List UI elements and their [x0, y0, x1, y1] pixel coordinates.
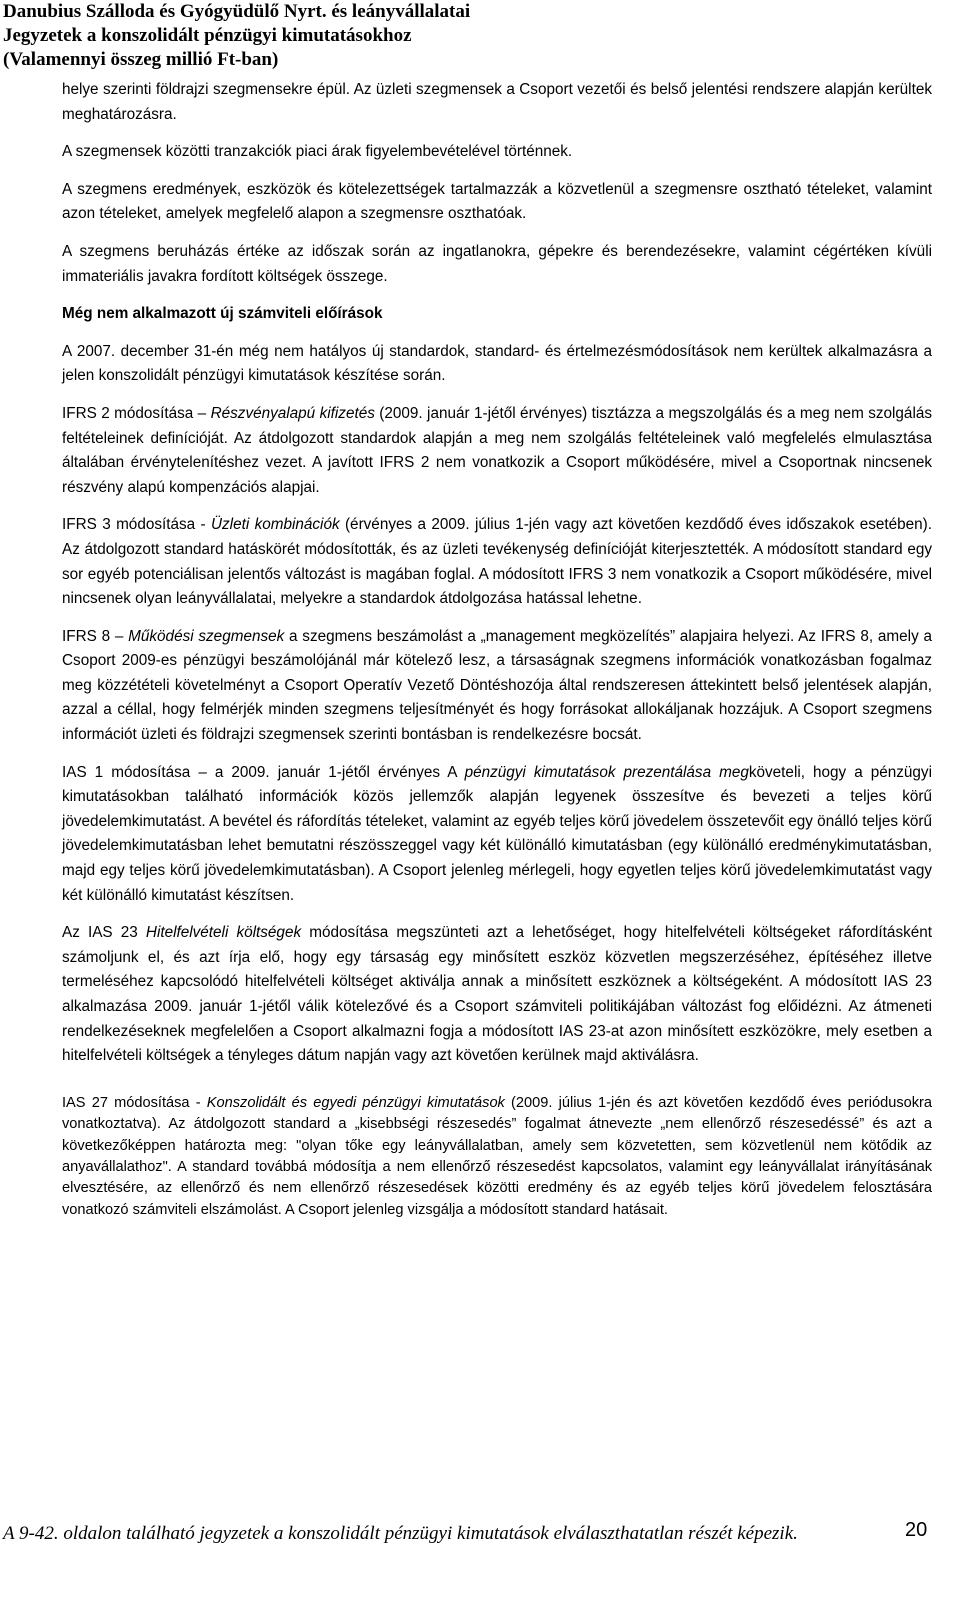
paragraph-ias23: Az IAS 23 Hitelfelvételi költségek módosítása megszünteti azt a lehetőséget, hogy hitelfelvételi költségeket ráfordításként számoljunk el, és azt írja elő, hogy egy társaság egy minősített eszköz közvetlen megszerzéséhez, építéséhez illetve termeléséhez kapcsolódó hitelfelvételi költséget aktiválja annak a minősített eszköznek a költségeként. A módosított IAS 23 alkalmazása 2009. január 1-jétől válik kötelezővé és a Csoport számviteli politikájában változást fog előidézni. Az átmeneti rendelkezéseknek megfelelően a Csoport alkalmazni fogja a módosított IAS 23-at azon minősített eszközökre, mely esetben a hitelfelvételi költségek a tényleges dátum napján vagy azt követően kerülnek majd aktiválásra. — [62, 924, 933, 1065]
currency-note: (Valamennyi összeg millió Ft-ban) — [3, 49, 279, 70]
paragraph-not-yet-effective: A 2007. december 31-én még nem hatályos új standardok, standard- és értelmezésmódosítások nem kerültek alkalmazásra a jelen konszolidált pénzügyi kimutatások készítése során. — [62, 342, 932, 385]
em-dash: – — [198, 763, 207, 781]
company-name: Danubius Szálloda és Gyógyüdülő Nyrt. és leányvállalatai — [3, 1, 471, 22]
paragraph-segments-basis: helye szerinti földrajzi szegmensekre épül. Az üzleti szegmensek a Csoport vezetői és belső jelentési rendszere alapján kerültek meghatározásra. — [62, 81, 932, 123]
page-number: 20 — [905, 1519, 928, 1541]
page-header — [3, 0, 943, 72]
em-dash: – — [197, 404, 207, 422]
document-body — [62, 78, 932, 1234]
paragraph-ifrs3: IFRS 3 módosítása - Üzleti kombinációk (érvényes a 2009. július 1-jén vagy azt követően kezdődő éves időszakok esetében). Az átdolgozott standard hatáskörét módosították, és az üzleti tevékenység definícióját kiterjesztették. A módosított standard egy sor egyéb potenciálisan jelentős változást is magában foglal. A módosított IFRS 3 nem vonatkozik a Csoport működésére, mivel nincsenek olyan leányvállalatai, melyekre a standardok átdolgozása hatással lehetne. — [62, 516, 932, 608]
paragraph-ias27: IAS 27 módosítása - Konszolidált és egyedi pénzügyi kimutatások (2009. július 1-jén és azt követően kezdődő éves periódusokra vonatkoztatva). Az átdolgozott standard a „kisebbségi részesedés” fogalmat átnevezte „nem ellenőrző részesedéssé” és azt a következőképpen határozta meg: "olyan tőke egy leányvállalatban, amely sem közvetetten, sem közvetlenül nem kötődik az anyavállalathoz". A standard továbbá módosítja a nem ellenőrző részesedést kapcsolatos, valamint egy leányvállalat irányításának elvesztésére, az ellenőrző és nem ellenőrző részesedések közötti eredmény és az egyéb teljes körű jövedelem felosztására vonatkozó számviteli elszámolást. A Csoport jelenleg vizsgálja a módosított standard hatásait. — [62, 1094, 933, 1218]
paragraph-segment-results: A szegmens eredmények, eszközök és kötelezettségek tartalmazzák a közvetlenül a szegmensre osztható tételeket, valamint azon tételeket, amelyek megfelelő alapon a szegmensre oszthatóak. — [62, 180, 932, 223]
blank-spacer — [62, 1069, 932, 1093]
standard-title: Működési szegmensek — [128, 627, 285, 645]
footer-note: A 9-42. oldalon található jegyzetek a konszolidált pénzügyi kimutatások elválaszthatatlan részét képezik. — [3, 1523, 798, 1544]
paragraph-segment-investment: A szegmens beruházás értéke az időszak során az ingatlanokra, gépekre és berendezésekre, valamint cégértéken kívüli immateriális javakra fordított költségek összege. — [62, 242, 932, 285]
paragraph-intersegment-transactions: A szegmensek közötti tranzakciók piaci árak figyelembevételével történnek. — [62, 143, 573, 161]
section-heading-new-standards: Még nem alkalmazott új számviteli előírások — [62, 305, 383, 323]
document-title: Jegyzetek a konszolidált pénzügyi kimutatásokhoz — [3, 25, 412, 46]
standard-title: Üzleti kombinációk — [210, 516, 340, 534]
standard-title: pénzügyi kimutatások prezentálása meg — [464, 763, 749, 781]
paragraph-ifrs8: IFRS 8 – Működési szegmensek a szegmens beszámolást a „management megközelítés” alapjaira helyezi. Az IFRS 8, amely a Csoport 2009-es pénzügyi beszámolójánál már kötelező lesz, a társaságnak szegmens információk vonatkozásban fogalmaz meg közzétételi követelményt a Csoport Operatív Vezető Döntéshozója által rendszeresen áttekintett belső jelentések alapján, azzal a céllal, hogy felmérjék minden szegmens teljesítményét és hogy forrásokat allokáljanak hozzájuk. A Csoport szegmens információt üzleti és földrajzi szegmensek szerinti bontásban is rendelkezésre bocsát. — [62, 627, 932, 744]
paragraph-ias1: IAS 1 módosítása – a 2009. január 1-jétől érvényes A pénzügyi kimutatások prezentálása megköveteli, hogy a pénzügyi kimutatásokban található információk közös jellemzők alapján legyenek összesítve és bevezeti a teljes körű jövedelemkimutatást. A bevétel és ráfordítás tételeket, valamint az egyéb teljes körű jövedelem összetevőit egy önálló teljes körű jövedelemkimutatásban lehet bemutatni részösszeggel vagy két különálló kimutatásban (egy különálló eredménykimutatásban, majd egy teljes körű jövedelemkimutatásban). A Csoport jelenleg mérlegeli, hogy egyetlen teljes körű jövedelemkimutatást vagy két különálló kimutatást készítsen. — [62, 763, 932, 904]
standard-title: Hitelfelvételi költségek — [145, 924, 302, 942]
standard-title: Részvényalapú kifizetés — [206, 404, 375, 422]
paragraph-ifrs2: IFRS 2 módosítása – Részvényalapú kifizetés (2009. január 1-jétől érvényes) tisztázza a megszolgálás és a meg nem szolgálás feltételeinek definícióját. Az átdolgozott standardok alapján a meg nem szolgálás feltételeinek való megfelelés elmulasztása általában érvénytelenítéshez vezet. A javított IFRS 2 nem vonatkozik a Csoport működésére, mivel a Csoportnak nincsenek részvény alapú kompenzációs alapjai. — [62, 404, 932, 496]
standard-title: Konszolidált és egyedi pénzügyi kimutatások — [206, 1094, 505, 1111]
